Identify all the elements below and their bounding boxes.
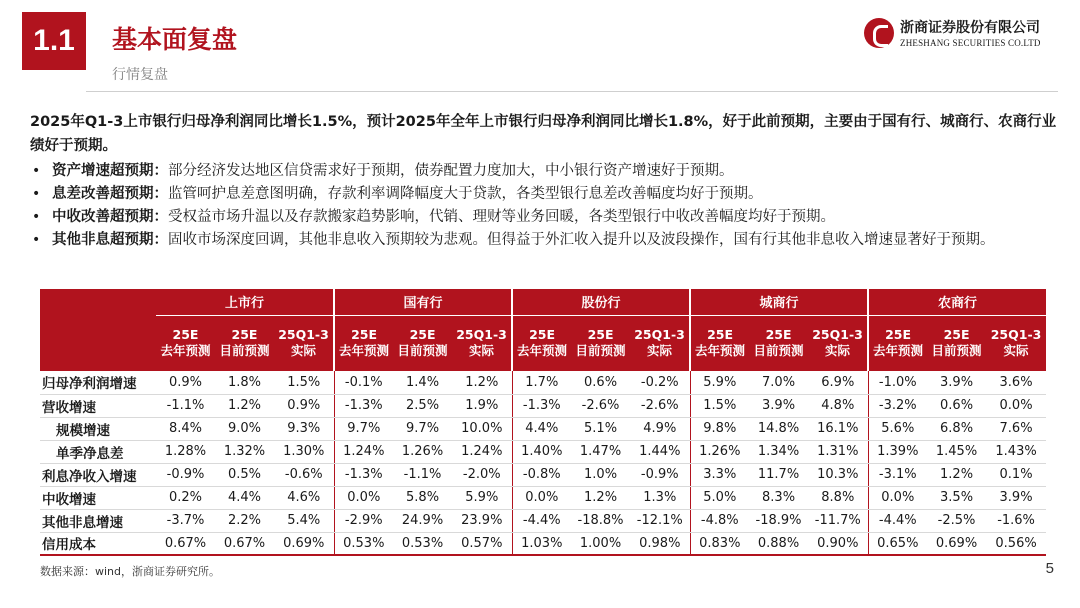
table-cell: 1.28% — [156, 440, 215, 463]
sub-header-kind: 目前预测 — [397, 343, 448, 359]
table-cell: 9.8% — [690, 417, 749, 440]
table-cell: 5.0% — [690, 486, 749, 509]
row-label: 营收增速 — [40, 394, 156, 417]
table-cell: -3.2% — [868, 394, 927, 417]
sub-header-kind: 去年预测 — [517, 343, 568, 359]
sub-header — [215, 315, 274, 371]
table-cell: 1.2% — [927, 463, 986, 486]
table-cell: 8.3% — [749, 486, 808, 509]
table-cell: -0.8% — [512, 463, 571, 486]
sub-header — [334, 315, 393, 371]
source-note: 数据来源：wind，浙商证券研究所。 — [40, 565, 221, 578]
table-cell: 4.9% — [630, 417, 690, 440]
sub-header — [571, 315, 630, 371]
table-cell: 1.5% — [274, 371, 334, 394]
row-label: 规模增速 — [40, 417, 156, 440]
table-cell: 4.4% — [215, 486, 274, 509]
group-header: 国有行 — [334, 289, 512, 315]
table-cell: -2.6% — [571, 394, 630, 417]
table-row — [40, 371, 1046, 394]
sub-header — [808, 315, 868, 371]
sub-header-kind: 去年预测 — [339, 343, 390, 359]
bullet-item — [30, 206, 1060, 229]
section-number: 1.1 — [33, 24, 75, 57]
bullet-item — [30, 160, 1060, 183]
table-cell: -1.3% — [334, 463, 393, 486]
logo-name-cn: 浙商证券股份有限公司 — [900, 20, 1040, 36]
table-cell: 0.69% — [927, 532, 986, 555]
table-cell: -2.5% — [927, 509, 986, 532]
table-cell: 3.9% — [749, 394, 808, 417]
row-label: 归母净利润增速 — [40, 371, 156, 394]
table-cell: 1.26% — [393, 440, 452, 463]
table-cell: 4.8% — [808, 394, 868, 417]
bullet-list — [30, 160, 1060, 252]
group-header: 上市行 — [156, 289, 334, 315]
table-cell: 0.0% — [334, 486, 393, 509]
table-cell: 2.5% — [393, 394, 452, 417]
table-cell: 0.0% — [512, 486, 571, 509]
table-cell: 1.47% — [571, 440, 630, 463]
sub-header-row — [40, 315, 1046, 371]
table-cell: -4.4% — [868, 509, 927, 532]
table-cell: -1.1% — [156, 394, 215, 417]
row-label: 利息净收入增速 — [40, 463, 156, 486]
table-row — [40, 486, 1046, 509]
table-cell: 5.9% — [452, 486, 512, 509]
table-cell: 6.9% — [808, 371, 868, 394]
table-cell: 1.2% — [215, 394, 274, 417]
table-cell: 0.9% — [274, 394, 334, 417]
sub-header-kind: 去年预测 — [160, 343, 211, 359]
table-cell: 9.3% — [274, 417, 334, 440]
bullet-key: 其他非息超预期： — [52, 232, 168, 248]
lead-paragraph: 2025年Q1-3上市银行归母净利润同比增长1.5%，预计2025年全年上市银行归母净利润同比增长1.8%，好于此前预期，主要由于国有行、城商行、农商行业绩好于预期。 — [30, 114, 1057, 154]
table-cell: -18.8% — [571, 509, 630, 532]
table-cell: 1.26% — [690, 440, 749, 463]
sub-header — [927, 315, 986, 371]
table-cell: 0.0% — [868, 486, 927, 509]
table-cell: 0.1% — [986, 463, 1046, 486]
sub-header — [690, 315, 749, 371]
table-cell: -0.6% — [274, 463, 334, 486]
table-cell: 5.8% — [393, 486, 452, 509]
table-cell: 1.2% — [452, 371, 512, 394]
table-cell: 1.45% — [927, 440, 986, 463]
table-cell: 16.1% — [808, 417, 868, 440]
bullet-key: 中收改善超预期： — [52, 209, 168, 225]
sub-header-period: 25Q1-3 — [278, 327, 329, 343]
page-number: 5 — [1045, 560, 1054, 577]
table-cell: 1.7% — [512, 371, 571, 394]
sub-header-period: 25Q1-3 — [456, 327, 507, 343]
sub-header-period: 25E — [231, 327, 258, 343]
table-cell: 0.90% — [808, 532, 868, 555]
table-cell: 1.31% — [808, 440, 868, 463]
table-cell: -1.3% — [334, 394, 393, 417]
table-cell: 0.53% — [334, 532, 393, 555]
sub-header-kind: 目前预测 — [753, 343, 804, 359]
table-cell: 1.8% — [215, 371, 274, 394]
table-cell: 8.8% — [808, 486, 868, 509]
table-cell: -2.0% — [452, 463, 512, 486]
table-cell: 0.9% — [156, 371, 215, 394]
table-cell: -1.3% — [512, 394, 571, 417]
table-header — [40, 289, 1046, 371]
row-label: 单季净息差 — [40, 440, 156, 463]
table-row — [40, 463, 1046, 486]
table-body — [40, 371, 1046, 555]
table-cell: -4.4% — [512, 509, 571, 532]
table-cell: 1.0% — [571, 463, 630, 486]
sub-header-period: 25E — [765, 327, 792, 343]
table-cell: 1.30% — [274, 440, 334, 463]
table-cell: -2.9% — [334, 509, 393, 532]
sub-header-period: 25E — [885, 327, 911, 343]
sub-header-kind: 目前预测 — [575, 343, 626, 359]
table-cell: -1.0% — [868, 371, 927, 394]
table-row — [40, 440, 1046, 463]
table-cell: -0.9% — [156, 463, 215, 486]
table-cell: 0.6% — [927, 394, 986, 417]
table-cell: 4.6% — [274, 486, 334, 509]
logo-mark-icon — [864, 18, 894, 48]
bank-metrics-table — [40, 289, 1046, 556]
table-cell: 7.6% — [986, 417, 1046, 440]
table-cell: 3.5% — [927, 486, 986, 509]
table-cell: 9.7% — [334, 417, 393, 440]
row-label: 其他非息增速 — [40, 509, 156, 532]
bullet-text: 受权益市场升温以及存款搬家趋势影响，代销、理财等业务回暖，各类型银行中收改善幅度均好于预期。 — [168, 209, 835, 225]
table-cell: -1.6% — [986, 509, 1046, 532]
table-cell: 23.9% — [452, 509, 512, 532]
table-cell: 0.67% — [156, 532, 215, 555]
table-cell: 1.44% — [630, 440, 690, 463]
table-cell: 3.6% — [986, 371, 1046, 394]
table-cell: 3.9% — [986, 486, 1046, 509]
table-cell: 24.9% — [393, 509, 452, 532]
table-cell: -11.7% — [808, 509, 868, 532]
table-cell: 7.0% — [749, 371, 808, 394]
sub-header-kind: 实际 — [469, 343, 495, 359]
table-cell: 0.88% — [749, 532, 808, 555]
row-label: 中收增速 — [40, 486, 156, 509]
table-cell: 2.2% — [215, 509, 274, 532]
table-cell: 1.03% — [512, 532, 571, 555]
sub-header-period: 25E — [409, 327, 436, 343]
table-cell: 1.5% — [690, 394, 749, 417]
table-cell: 0.98% — [630, 532, 690, 555]
table-cell: 9.7% — [393, 417, 452, 440]
sub-header-period: 25E — [587, 327, 614, 343]
table-cell: 0.65% — [868, 532, 927, 555]
sub-header — [749, 315, 808, 371]
section-number-box — [22, 12, 86, 70]
bullet-text: 部分经济发达地区信贷需求好于预期，债券配置力度加大，中小银行资产增速好于预期。 — [168, 163, 734, 179]
table-cell: 1.24% — [334, 440, 393, 463]
group-header: 农商行 — [868, 289, 1046, 315]
sub-header-kind: 实际 — [291, 343, 317, 359]
sub-header-kind: 去年预测 — [873, 343, 924, 359]
sub-header — [868, 315, 927, 371]
table-cell: -12.1% — [630, 509, 690, 532]
header-corner-cell — [40, 289, 156, 371]
sub-header-period: 25E — [707, 327, 733, 343]
bullet-key: 息差改善超预期： — [52, 186, 168, 202]
table-cell: -3.7% — [156, 509, 215, 532]
table-cell: 1.2% — [571, 486, 630, 509]
sub-header-kind: 实际 — [825, 343, 851, 359]
sub-header — [452, 315, 512, 371]
sub-header-kind: 实际 — [647, 343, 673, 359]
table-cell: 0.57% — [452, 532, 512, 555]
table-cell: -2.6% — [630, 394, 690, 417]
table-cell: 0.56% — [986, 532, 1046, 555]
table-row — [40, 509, 1046, 532]
table-cell: 0.0% — [986, 394, 1046, 417]
table-cell: 0.5% — [215, 463, 274, 486]
table-cell: -0.1% — [334, 371, 393, 394]
bullet-item — [30, 183, 1060, 206]
sub-header — [512, 315, 571, 371]
table-cell: 0.2% — [156, 486, 215, 509]
table-cell: -4.8% — [690, 509, 749, 532]
table-cell: 1.24% — [452, 440, 512, 463]
sub-header — [274, 315, 334, 371]
sub-header-period: 25E — [529, 327, 555, 343]
table-cell: 1.40% — [512, 440, 571, 463]
bullet-text: 监管呵护息差意图明确，存款利率调降幅度大于贷款，各类型银行息差改善幅度均好于预期。 — [168, 186, 763, 202]
table-cell: 9.0% — [215, 417, 274, 440]
table-row — [40, 532, 1046, 555]
table-cell: 5.1% — [571, 417, 630, 440]
sub-header-period: 25Q1-3 — [812, 327, 863, 343]
table-cell: 10.0% — [452, 417, 512, 440]
page-title: 基本面复盘 — [112, 25, 238, 54]
bullet-text: 固收市场深度回调，其他非息收入预期较为悲观。但得益于外汇收入提升以及波段操作，国有行其他非息收入增速显著好于预期。 — [168, 232, 995, 248]
table-cell: -3.1% — [868, 463, 927, 486]
table-cell: 1.3% — [630, 486, 690, 509]
table-cell: 0.69% — [274, 532, 334, 555]
page-subtitle: 行情复盘 — [112, 67, 168, 83]
table-cell: 1.4% — [393, 371, 452, 394]
table-cell: -0.9% — [630, 463, 690, 486]
sub-header-kind: 目前预测 — [931, 343, 982, 359]
sub-header-kind: 去年预测 — [695, 343, 746, 359]
sub-header-period: 25E — [172, 327, 199, 343]
table-cell: -0.2% — [630, 371, 690, 394]
group-header: 股份行 — [512, 289, 690, 315]
table-cell: 5.6% — [868, 417, 927, 440]
table-cell: 1.00% — [571, 532, 630, 555]
bullet-item — [30, 229, 1060, 252]
table-cell: 1.43% — [986, 440, 1046, 463]
company-logo — [864, 16, 1064, 52]
table-cell: 11.7% — [749, 463, 808, 486]
table-cell: -1.1% — [393, 463, 452, 486]
sub-header — [393, 315, 452, 371]
bullet-key: 资产增速超预期： — [52, 163, 168, 179]
sub-header — [986, 315, 1046, 371]
group-header-row — [40, 289, 1046, 315]
table-row — [40, 394, 1046, 417]
sub-header-kind: 目前预测 — [219, 343, 270, 359]
table-cell: 1.34% — [749, 440, 808, 463]
sub-header-period: 25Q1-3 — [990, 327, 1042, 343]
table-cell: 0.6% — [571, 371, 630, 394]
table-cell: 1.39% — [868, 440, 927, 463]
table-cell: 0.53% — [393, 532, 452, 555]
table-cell: 6.8% — [927, 417, 986, 440]
table-cell: 3.3% — [690, 463, 749, 486]
table-cell: 0.83% — [690, 532, 749, 555]
table-row — [40, 417, 1046, 440]
table-cell: 8.4% — [156, 417, 215, 440]
sub-header-period: 25E — [943, 327, 970, 343]
table-cell: 14.8% — [749, 417, 808, 440]
row-label: 信用成本 — [40, 532, 156, 555]
sub-header-kind: 实际 — [1003, 343, 1029, 359]
sub-header-period: 25Q1-3 — [634, 327, 685, 343]
sub-header — [156, 315, 215, 371]
logo-name-en: ZHESHANG SECURITIES CO.LTD — [900, 38, 1041, 48]
table-cell: 10.3% — [808, 463, 868, 486]
table-cell: 0.67% — [215, 532, 274, 555]
table-cell: 3.9% — [927, 371, 986, 394]
table-cell: 4.4% — [512, 417, 571, 440]
table-cell: 1.32% — [215, 440, 274, 463]
sub-header — [630, 315, 690, 371]
group-header: 城商行 — [690, 289, 868, 315]
header-divider — [86, 91, 1058, 92]
table-cell: 5.4% — [274, 509, 334, 532]
table-cell: 1.9% — [452, 394, 512, 417]
table-cell: -18.9% — [749, 509, 808, 532]
table-cell: 5.9% — [690, 371, 749, 394]
sub-header-period: 25E — [351, 327, 377, 343]
